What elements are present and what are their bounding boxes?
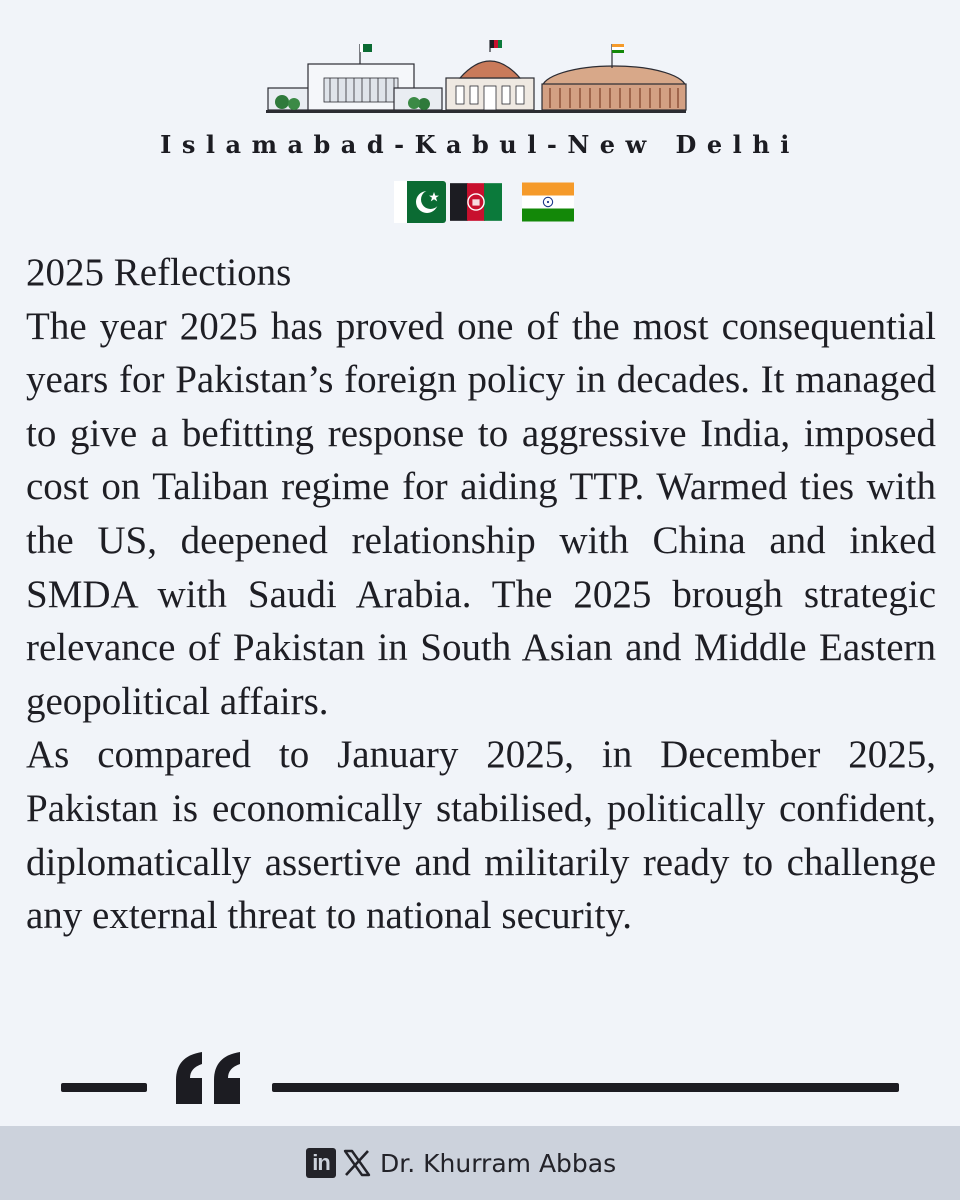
- quotation-mark-icon: [172, 1050, 246, 1106]
- footer-band: [0, 1126, 960, 1200]
- article-body: [26, 246, 936, 943]
- divider-line-right: [272, 1083, 899, 1092]
- divider-line-left: [61, 1083, 147, 1092]
- flags-row: [394, 181, 584, 225]
- article-heading: 2025 Reflections: [26, 251, 292, 294]
- header-banner: [0, 0, 960, 235]
- author-credit: [306, 1146, 616, 1180]
- author-name: Dr. Khurram Abbas: [380, 1148, 617, 1178]
- cities-title: Islamabad-Kabul-New Delhi: [160, 130, 800, 159]
- parliament-buildings-illustration: [264, 38, 688, 116]
- linkedin-icon[interactable]: in: [306, 1148, 336, 1178]
- kabul-dome-building: [446, 40, 534, 110]
- article-paragraph-1: The year 2025 has proved one of the most consequential years for Pakistan’s foreign policy in decades. It managed to give a befitting response to aggressive India, imposed cost on Taliban regime for aiding TTP. Warmed ties with the US, deepened relationship with China and inked SMDA with Saudi Arabia. The 2025 brough strategic relevance of Pakistan in South Asian and Middle Eastern geopolitical affairs.: [26, 304, 936, 723]
- afghanistan-flag: [450, 181, 502, 223]
- x-twitter-icon[interactable]: [342, 1148, 372, 1178]
- india-flag: [522, 181, 574, 223]
- quote-divider: [0, 1050, 960, 1110]
- indian-parliament-building: [542, 44, 686, 110]
- article-paragraph-2: As compared to January 2025, in December 2025, Pakistan is economically stabilised, politically confident, diplomatically assertive and militarily ready to challenge any external threat to national security.: [26, 733, 936, 938]
- pakistan-parliament-building: [268, 44, 442, 110]
- pakistan-flag: [394, 181, 446, 223]
